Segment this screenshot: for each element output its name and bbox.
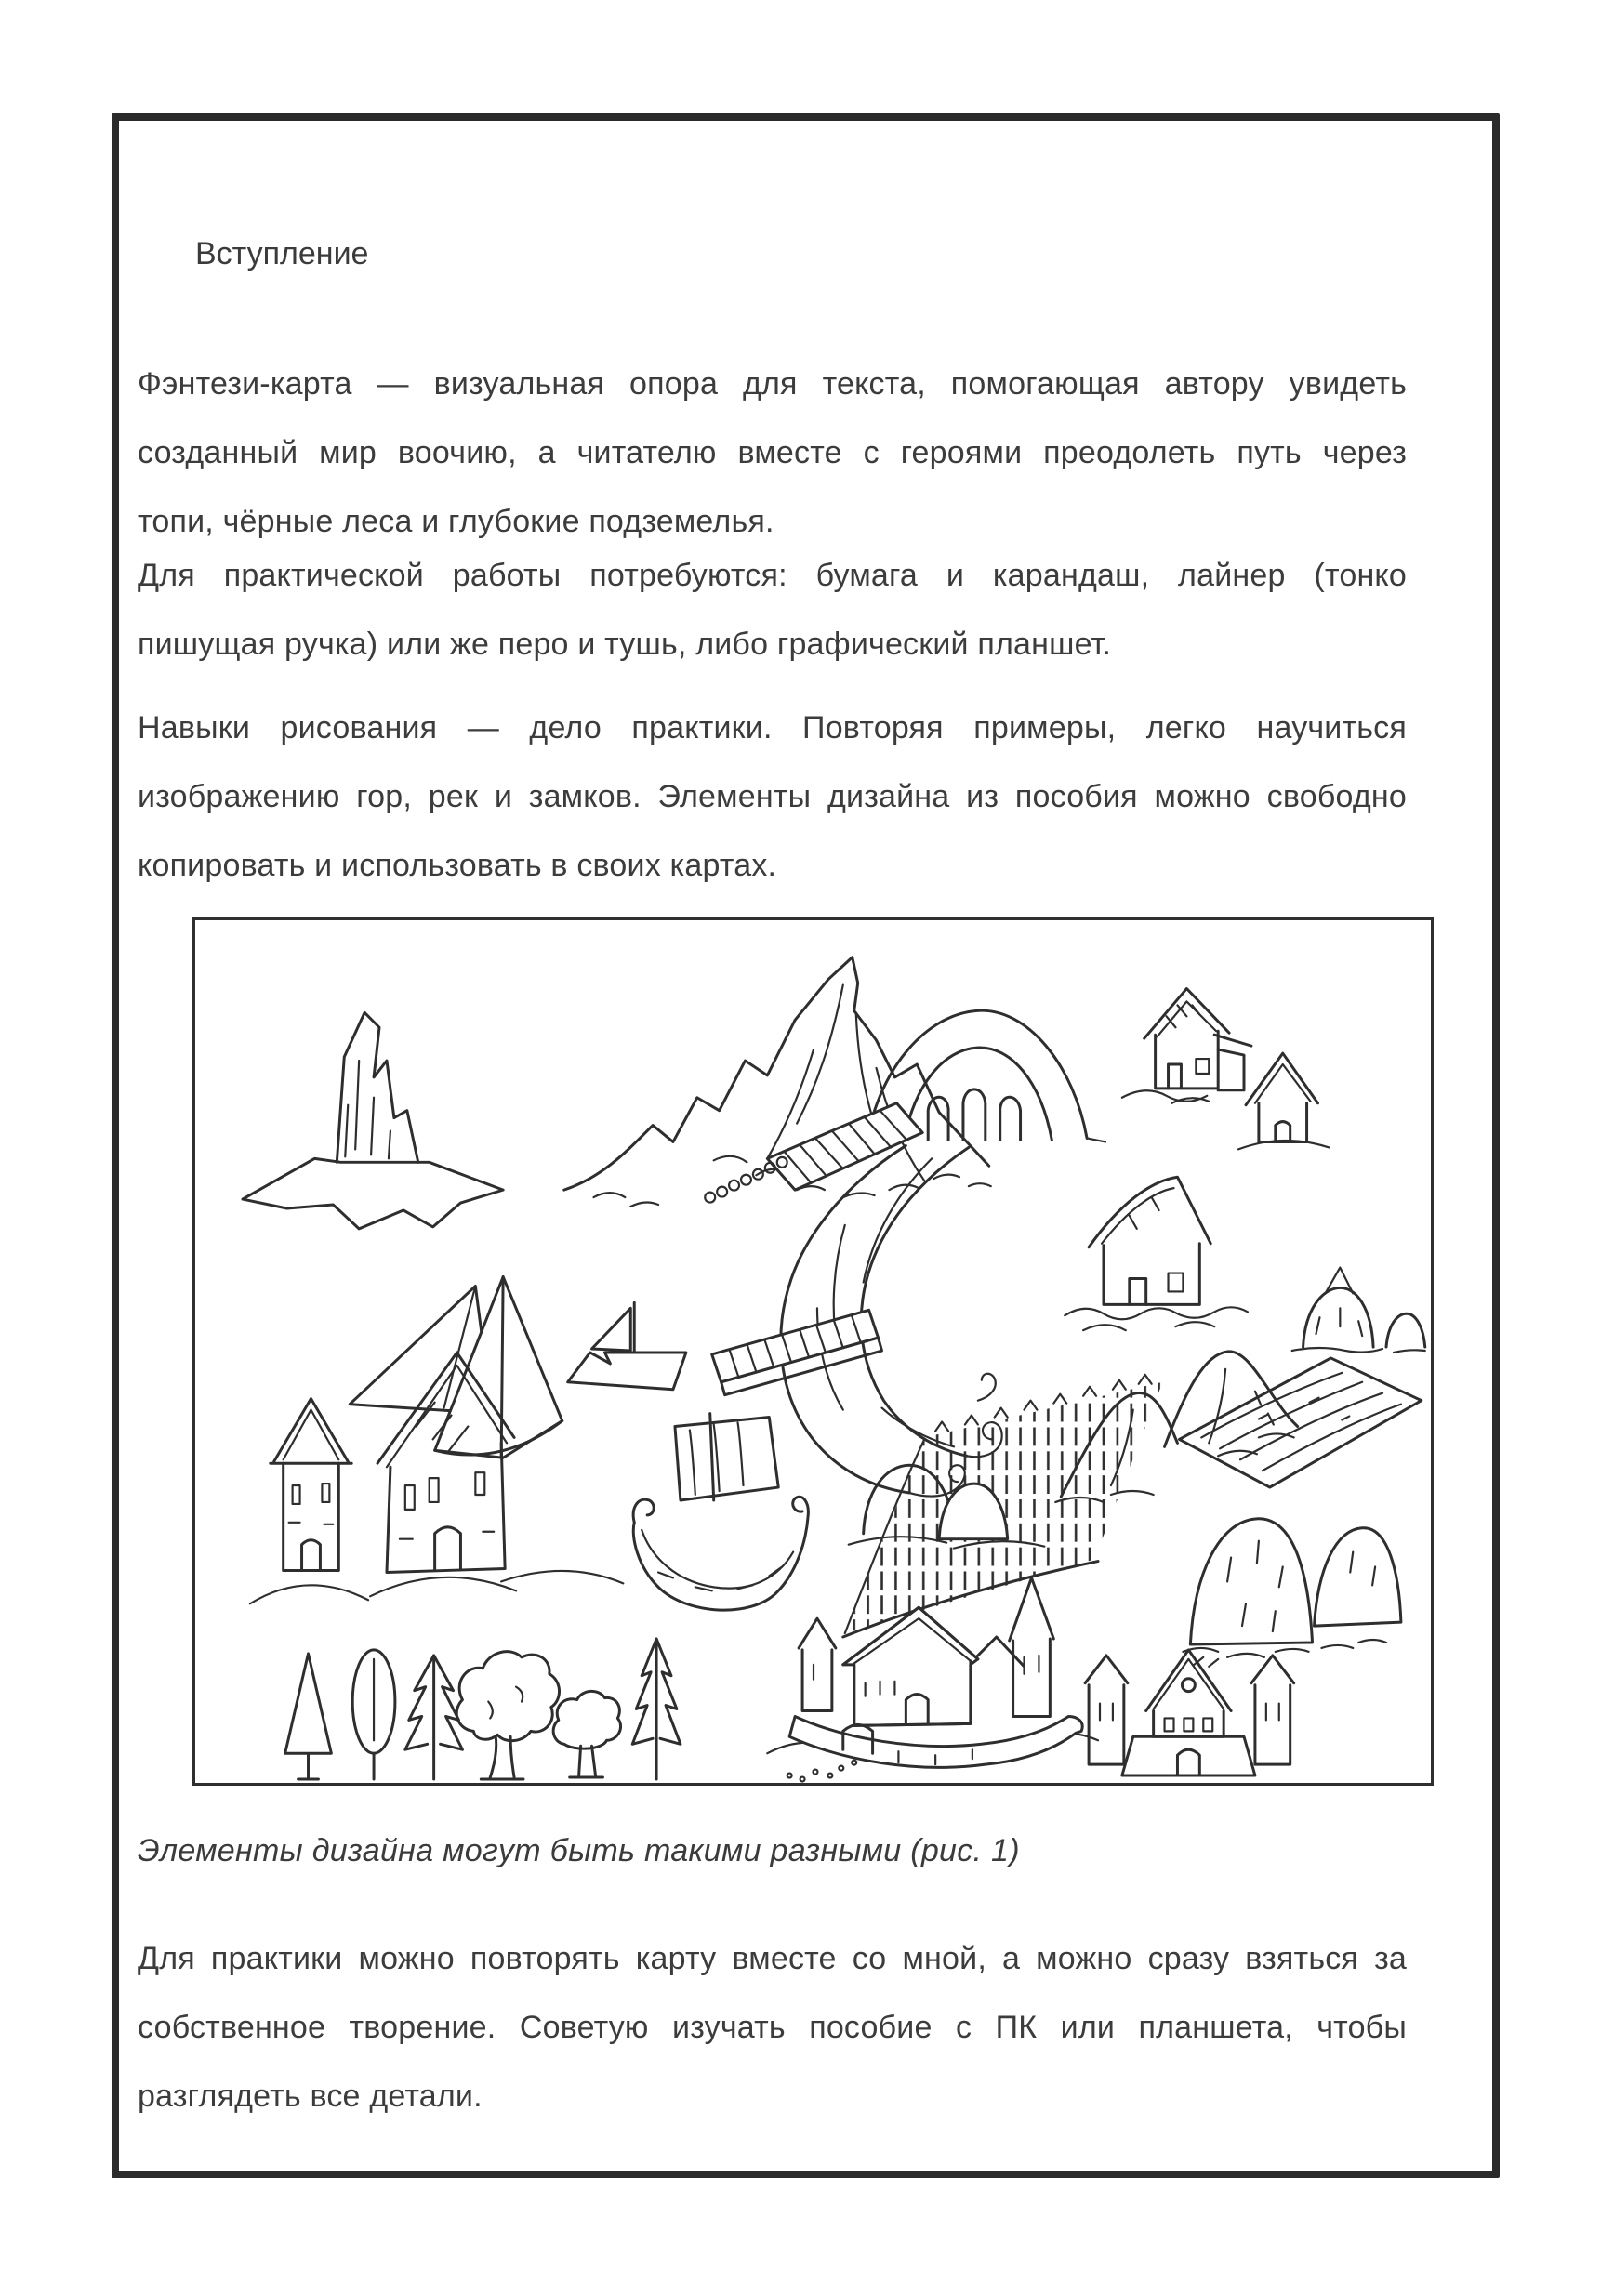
paragraph-line: Навыки рисования — дело практики. Повторяя примеры, легко научиться [138, 710, 1407, 746]
sailboat-icon [568, 1302, 686, 1389]
paragraph-line: Для практической работы потребуются: бумага и карандаш, лайнер (тонко [138, 558, 1407, 593]
paragraph [138, 693, 1407, 900]
wheat-field-icon [843, 1375, 1163, 1637]
figure-caption: Элементы дизайна могут быть такими разными (рис. 1) [138, 1833, 1020, 1868]
walled-town-icon [767, 1577, 1098, 1781]
barn-icon [1065, 1177, 1248, 1330]
cottage-icon [1122, 989, 1251, 1103]
cliff-icon [243, 1012, 503, 1228]
hut-icon [1238, 1053, 1329, 1149]
paragraph-line: Для практики можно повторять карту вместе со мной, а можно сразу взяться за [138, 1941, 1407, 1976]
page-frame [112, 113, 1500, 2178]
church-icon [250, 1353, 623, 1603]
longship-icon [633, 1414, 808, 1611]
paragraph-line: изображению гор, рек и замков. Элементы дизайна из пособия можно свободно [138, 779, 1407, 814]
paragraph-line: Фэнтези-карта — визуальная опора для текста, помогающая автору увидеть [138, 366, 1407, 402]
figure-1 [192, 917, 1434, 1786]
castle-icon [1085, 1650, 1294, 1775]
rocky-mounds-icon [1183, 1519, 1400, 1667]
paragraph-line: копировать и использовать в своих картах. [138, 848, 777, 883]
haystacks-icon [1292, 1268, 1425, 1353]
map-elements-illustration [195, 920, 1431, 1783]
paragraph-line: топи, чёрные леса и глубокие подземелья. [138, 504, 774, 539]
plank-bridge-icon [712, 1310, 882, 1394]
log-walkway-icon [705, 1103, 922, 1203]
paragraph [138, 1924, 1407, 2131]
paragraph-line: собственное творение. Советую изучать пособие с ПК или планшета, чтобы [138, 2010, 1407, 2045]
trees-icon [285, 1639, 681, 1779]
paragraph-line: разглядеть все детали. [138, 2078, 483, 2114]
paragraph-line: пишущая ручка) или же перо и тушь, либо графический планшет. [138, 627, 1112, 662]
paragraph-line: созданный мир воочию, а читателю вместе с героями преодолеть путь через [138, 435, 1407, 470]
paragraph [138, 541, 1407, 679]
watchtower-icon [271, 1399, 351, 1571]
page-title: Вступление [195, 236, 369, 271]
paragraph [138, 350, 1407, 556]
